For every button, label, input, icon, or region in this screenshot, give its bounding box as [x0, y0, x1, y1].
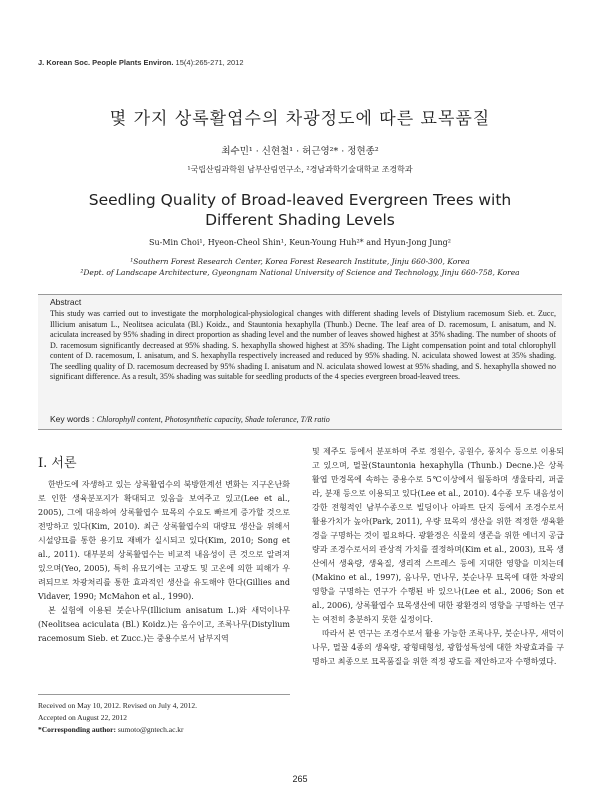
english-title [0, 190, 600, 230]
english-title-line-2: Different Shading Levels [205, 211, 395, 229]
intro-paragraph-1: 한반도에 자생하고 있는 상록활엽수의 북방한계선 변화는 지구온난화로 인한 생육분포지가 확대되고 있음을 보여주고 있고(Lee et al., 2005), 그에 대응하여 상록활엽수 묘목의 수요도 빠르게 증가할 것으로 전망하고 있다(Kim, 2010). 최근 상록활엽수의 대량묘 생산을 위해서 시설양묘를 통한 용기묘 재배가 실시되고 있다(Kim, 2010; Song et al., 2011). 대부분의 상록활엽수는 비교적 내음성이 큰 것으로 알려져 있으며(Yeo, 2005), 특히 유묘기에는 고광도 및 고온에 의한 피해가 우려되므로 차광처리를 통한 효과적인 생산을 유도해야 한다(Gillies and Vidaver, 1990; McMahon et al., 1990). [38, 480, 290, 601]
keywords-text: Chlorophyll content, Photosynthetic capacity, Shade tolerance, T/R ratio [96, 415, 330, 424]
abstract-text: This study was carried out to investigate the morphological-physiological changes with different shading levels of Distylium racemosum Sieb. et. Zucc, Illicium anisatum L., Neolitsea aciculata (Bl.) Koidz., and Stauntonia hexaphylla (Thunb.) Decne. The leaf area of D. racemosum, I. anisatum, and N. aciculata increased by 95% shading in direct proportion as shading level and the number of leaves showed highest at 35% shading. The number of shoots of D. racemosum significantly decreased at 95% shading. S. hexaphylla showed highest at 35% shading. The Light compensation point and total chlorophyll content of D. racemosum, I. anisatum, and S. hexaphylla respectively increased and reduced by 95% shading. N. aciculata showed lowest at 35% shading. The seedling quality of D. racemosum decreased by 95% shading I. anisatum and N. aciculata showed lowest at 95% shading, and S. hexaphylla showed no significant difference. As a result, 35% shading was suitable for seedling products of the 4 species evergreen broad-leaved trees. [50, 309, 556, 381]
keywords-label: Key words : [50, 414, 97, 424]
journal-name: J. Korean Soc. People Plants Environ. [38, 58, 174, 67]
footnote-divider [38, 694, 290, 695]
right-column [312, 445, 564, 669]
english-affiliations [40, 256, 560, 278]
korean-title: 몇 가지 상록활엽수의 차광정도에 따른 묘목품질 [109, 109, 491, 129]
keywords [50, 414, 556, 424]
journal-header [38, 58, 244, 67]
page-number: 265 [292, 774, 308, 784]
corresponding-note [38, 724, 290, 736]
received-note: Received on May 10, 2012. Revised on July 4, 2012. [38, 701, 197, 710]
corresponding-email: sumoto@gntech.ac.kr [117, 725, 184, 734]
abstract-heading: Abstract [50, 297, 82, 307]
intro-paragraph-2: 본 실험에 이용된 붓순나무(Illicium anisatum L.)와 새덕이나무(Neolitsea aciculata (Bl.) Koidz.)는 음수이고, 조록나무(Distylium racemosum Sieb. et Zucc.)는 중용수로서 남부지역 [38, 606, 290, 643]
affiliation-2: ²Dept. of Landscape Architecture, Gyeongnam National University of Science and Technology, Jinju 660-758, Korea [80, 268, 520, 277]
affiliation-1: ¹Southern Forest Research Center, Korea Forest Research Institute, Jinju 660-300, Korea [130, 257, 470, 266]
corresponding-label: *Corresponding author: [38, 725, 118, 734]
accepted-note: Accepted on August 22, 2012 [38, 713, 127, 722]
left-column [38, 478, 290, 646]
korean-affiliations: ¹국립산림과학원 남부산림연구소, ²경남과학기술대학교 조경학과 [187, 165, 413, 174]
section-heading-introduction: Ⅰ. 서론 [38, 456, 77, 471]
intro-paragraph-4: 따라서 본 연구는 조경수로서 활용 가능한 조록나무, 붓순나무, 새덕이나무, 멀꿀 4종의 생육량, 광형태형성, 광합성특성에 대한 차광효과를 구명하고 최종으로 묘목품질을 위한 적정 광도를 제안하고자 수행하였다. [312, 629, 564, 666]
english-title-line-1: Seedling Quality of Broad-leaved Evergreen Trees with [88, 191, 512, 209]
footnotes [38, 700, 290, 736]
intro-paragraph-3: 및 제주도 등에서 분포하며 주로 정원수, 공원수, 풍치수 등으로 이용되고 있으며, 멀꿀(Stauntonia hexaphylla (Thunb.) Decne.)은 상록활엽 만경목에 속하는 중용수로 5℃이상에서 월동하며 생울타리, 퍼골라, 분재 등으로 이용되고 있다(Lee et al., 2010). 4수종 모두 내음성이 강한 전형적인 남부수종으로 빌딩이나 아파트 단지 등에서 조경수로서 활용가치가 높아(Park, 2011), 우량 묘목의 생산을 위한 적정한 생육환경을 구명하는 것이 필요하다. 광환경은 식물의 생존을 위한 에너지 공급량과 조경수로서의 관상적 가치를 결정하며(Kim et al., 2003), 묘목 생산에서 생육량, 생육질, 생리적 스트레스 등에 지대한 영향을 미치는데(Makino et al., 1997), 음나무, 먼나무, 붓순나무 묘목에 대한 차광의 영향을 구명하는 연구가 수행된 바 있으나(Lee et al., 2006; Son et al., 2006), 상록활엽수 묘목생산에 대한 광환경의 영향을 구명하는 연구는 여전히 충분하지 못한 실정이다. [312, 447, 564, 624]
journal-citation: 15(4):265-271, 2012 [173, 58, 244, 67]
korean-authors: 최수민¹ · 신현철¹ · 허근영²* · 정현종² [221, 146, 379, 157]
english-authors: Su-Min Choi¹, Hyeon-Cheol Shin¹, Keun-Young Huh²* and Hyun-Jong Jung² [149, 238, 451, 247]
